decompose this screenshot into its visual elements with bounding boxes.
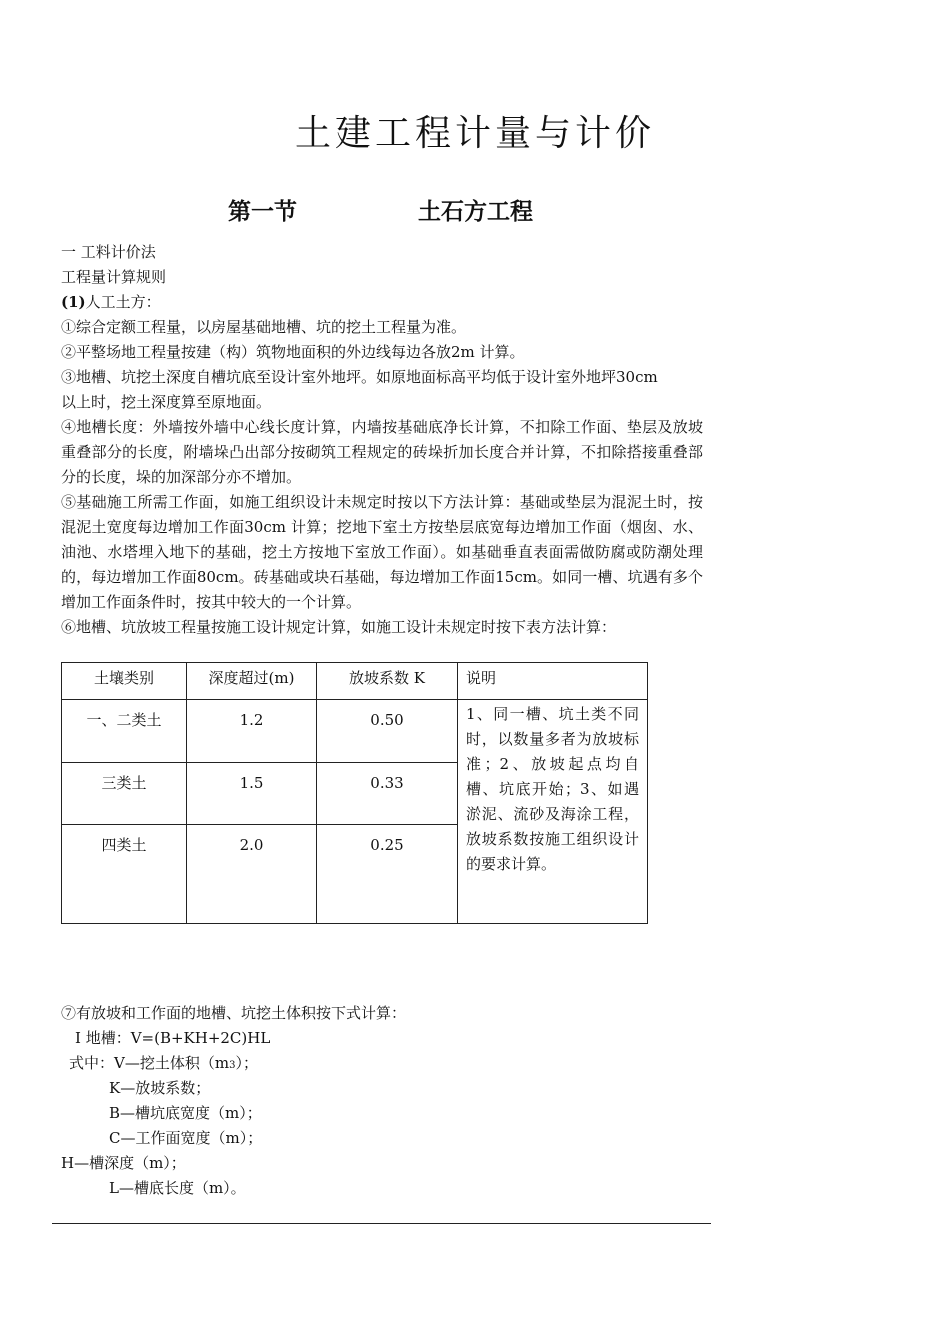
cell-notes: 1、同一槽、坑土类不同时，以数量多者为放坡标准；2、放坡起点均自槽、坑底开始；3、如遇淤泥、流砂及海涂工程，放坡系数按施工组织设计的要求计算。 xyxy=(458,700,648,924)
rule-item-1: ①综合定额工程量，以房屋基础地槽、坑的挖土工程量为准。 xyxy=(61,318,467,336)
section-name: 土石方工程 xyxy=(418,198,533,225)
cell-depth: 1.2 xyxy=(187,700,317,763)
section-number: 第一节 xyxy=(228,198,297,225)
cell-soil-type: 三类土 xyxy=(62,763,187,825)
cell-slope-k: 0.33 xyxy=(317,763,458,825)
formula-var-c: C—工作面宽度（m）； xyxy=(109,1129,263,1147)
header-notes: 说明 xyxy=(458,663,648,700)
header-soil-type: 土壤类别 xyxy=(62,663,187,700)
rule-item-2: ②平整场地工程量按建（构）筑物地面积的外边线每边各放2m 计算。 xyxy=(61,343,525,361)
formula-var-l: L—槽底长度（m）。 xyxy=(109,1179,246,1197)
formula-intro: ⑦有放坡和工作面的地槽、坑挖土体积按下式计算： xyxy=(61,1004,407,1022)
heading-manual-earthwork-number: (1) xyxy=(61,293,86,311)
footer-divider xyxy=(52,1223,711,1224)
heading-method: 一 工料计价法 xyxy=(61,243,156,261)
heading-manual-earthwork xyxy=(61,290,706,315)
table-row xyxy=(62,700,648,763)
rule-item-5: ⑤基础施工所需工作面，如施工组织设计未规定时按以下方法计算：基础或垫层为混泥土时，按混泥土宽度每边增加工作面30cm 计算；挖地下室土方按垫层底宽每边增加工作面（烟囱、水、油池、水塔埋入地下的基础，挖土方按地下室放工作面）。如基础垂直表面需做防腐或防潮处理的，每边增加工作面80cm。砖基础或块石基础，每边增加工作面15cm。如同一槽、坑遇有多个增加工作面条件时，按其中较大的一个计算。 xyxy=(61,493,703,611)
rule-item-6: ⑥地槽、坑放坡工程量按施工设计规定计算，如施工设计未规定时按下表方法计算： xyxy=(61,618,617,636)
rule-item-4: ④地槽长度：外墙按外墙中心线长度计算，内墙按基础底净长计算，不扣除工作面、垫层及放坡重叠部分的长度，附墙垛凸出部分按砌筑工程规定的砖垛折加长度合并计算，不扣除搭接重叠部分的长度，垛的加深部分亦不增加。 xyxy=(61,418,703,486)
heading-rules: 工程量计算规则 xyxy=(61,268,167,286)
formula-where-volume xyxy=(61,1051,406,1076)
cell-slope-k: 0.25 xyxy=(317,825,458,924)
formula-where-volume-exponent: 3 xyxy=(229,1060,236,1071)
formula-block xyxy=(61,1001,406,1201)
header-depth: 深度超过(m) xyxy=(187,663,317,700)
formula-var-b: B—槽坑底宽度（m）； xyxy=(109,1104,262,1122)
table-header-row xyxy=(62,663,648,700)
cell-slope-k: 0.50 xyxy=(317,700,458,763)
formula-where-volume-text: 式中：V—挖土体积（m xyxy=(69,1054,230,1072)
rules-list xyxy=(61,240,706,415)
cell-soil-type: 四类土 xyxy=(62,825,187,924)
slope-coefficient-table xyxy=(61,662,648,924)
heading-manual-earthwork-text: 人工土方： xyxy=(85,293,161,311)
header-slope-k: 放坡系数 K xyxy=(317,663,458,700)
cell-soil-type: 一、二类土 xyxy=(62,700,187,763)
cell-depth: 1.5 xyxy=(187,763,317,825)
page-title: 土建工程计量与计价 xyxy=(294,113,655,154)
formula-where-volume-close: ）； xyxy=(235,1054,258,1072)
rule-item-3-line-1: ③地槽、坑挖土深度自槽坑底至设计室外地坪。如原地面标高平均低于设计室外地坪30cm xyxy=(61,368,658,386)
formula-trench: I 地槽：V=(B+KH+2C)HL xyxy=(75,1029,271,1047)
formula-var-k: K—放坡系数； xyxy=(109,1079,211,1097)
formula-var-h: H—槽深度（m）； xyxy=(61,1154,186,1172)
rule-item-3-line-2: 以上时，挖土深度算至原地面。 xyxy=(61,393,272,411)
cell-depth: 2.0 xyxy=(187,825,317,924)
